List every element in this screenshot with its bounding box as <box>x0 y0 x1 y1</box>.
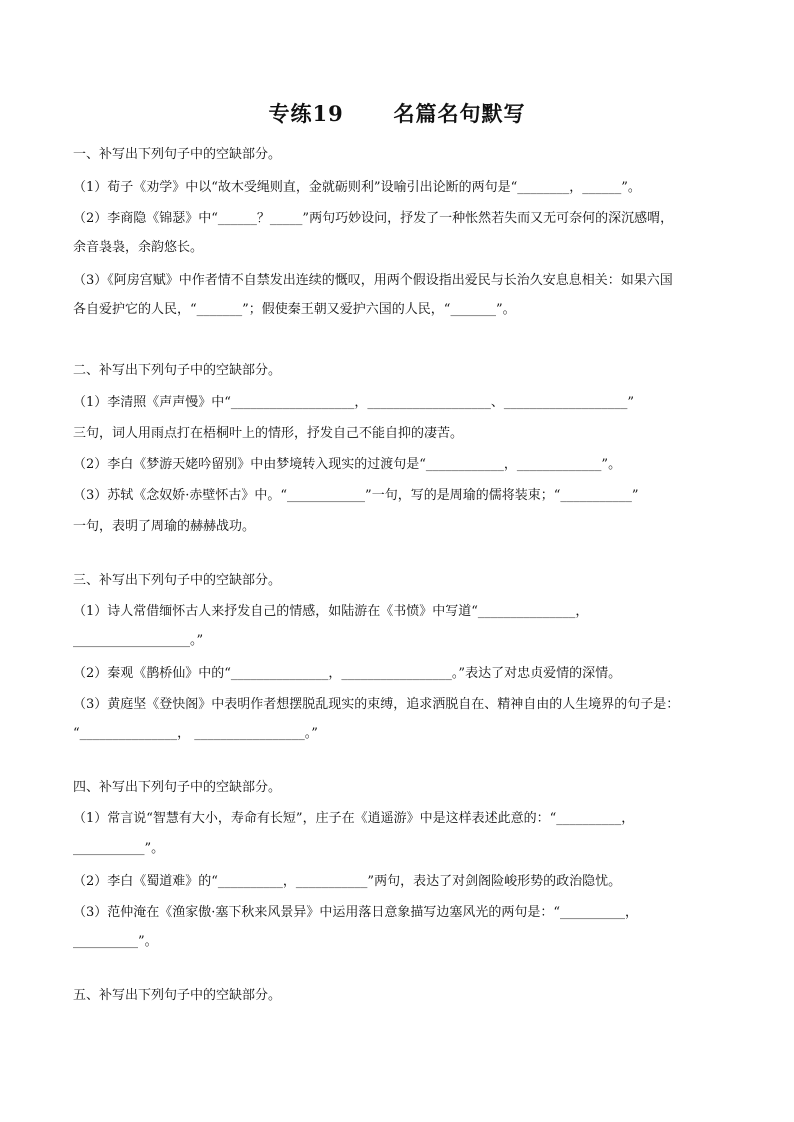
section-heading: 五、补写出下列句子中的空缺部分。 <box>73 988 282 1003</box>
question-line: 余音袅袅，余韵悠长。 <box>73 240 204 255</box>
question-line: “_______________， _________________。” <box>73 726 318 741</box>
question-line: 各自爱护它的人民，“_______”；假使秦王朝又爱护六国的人民，“_______”。 <box>73 302 516 317</box>
question-line: （3）黄庭坚《登快阁》中表明作者想摆脱乱现实的束缚，追求洒脱自在、精神自由的人生境界的句子是： <box>73 697 680 712</box>
section-heading: 三、补写出下列句子中的空缺部分。 <box>73 573 282 588</box>
question-line: 三句，词人用雨点打在梧桐叶上的情形，抒发自己不能自抑的凄苦。 <box>73 426 464 441</box>
question-line: （1）李清照《声声慢》中“___________________，___________________、___________________” <box>73 395 635 410</box>
question-line: （3）苏轼《念奴娇·赤壁怀古》中。“____________”一句，写的是周瑜的儒将装束；“___________” <box>73 488 639 503</box>
question-line: __________________。” <box>73 633 204 648</box>
question-line: （2）李白《蜀道难》的“__________，___________”两句，表达了对剑阁险峻形势的政治隐忧。 <box>73 874 622 889</box>
question-line: （3）范仲淹在《渔家傲·塞下秋来风景异》中运用落日意象描写边塞风光的两句是：“__________， <box>73 905 639 920</box>
question-line: （2）秦观《鹊桥仙》中的“_______________，_________________。”表达了对忠贞爱情的深情。 <box>73 666 622 681</box>
section-heading: 一、补写出下列句子中的空缺部分。 <box>73 147 282 162</box>
question-line: （2）李白《梦游天姥吟留别》中由梦境转入现实的过渡句是“____________，_____________”。 <box>73 457 622 472</box>
section-heading: 四、补写出下列句子中的空缺部分。 <box>73 780 282 795</box>
question-line: （1）荀子《劝学》中以“故木受绳则直，金就砺则利”设喻引出论断的两句是“________，______”。 <box>73 180 641 195</box>
question-line: ___________”。 <box>73 841 165 856</box>
question-line: （1）诗人常借缅怀古人来抒发自己的情感，如陆游在《书愤》中写道“_______________， <box>73 604 589 619</box>
page-title: 专练19 名篇名句默写 <box>268 101 526 126</box>
question-line: （3）《阿房宫赋》中作者情不自禁发出连续的慨叹，用两个假设指出爱民与长治久安息息相关：如果六国 <box>73 273 673 288</box>
question-line: __________”。 <box>73 934 158 949</box>
section-heading: 二、补写出下列句子中的空缺部分。 <box>73 363 282 378</box>
question-line: （1）常言说“智慧有大小，寿命有长短”，庄子在《逍遥游》中是这样表述此意的：“__________， <box>73 811 635 826</box>
question-line: 一句，表明了周瑜的赫赫战功。 <box>73 519 256 534</box>
question-line: （2）李商隐《锦瑟》中“______？_____”两句巧妙设问，抒发了一种怅然若失而又无可奈何的深沉感喟， <box>73 211 674 226</box>
